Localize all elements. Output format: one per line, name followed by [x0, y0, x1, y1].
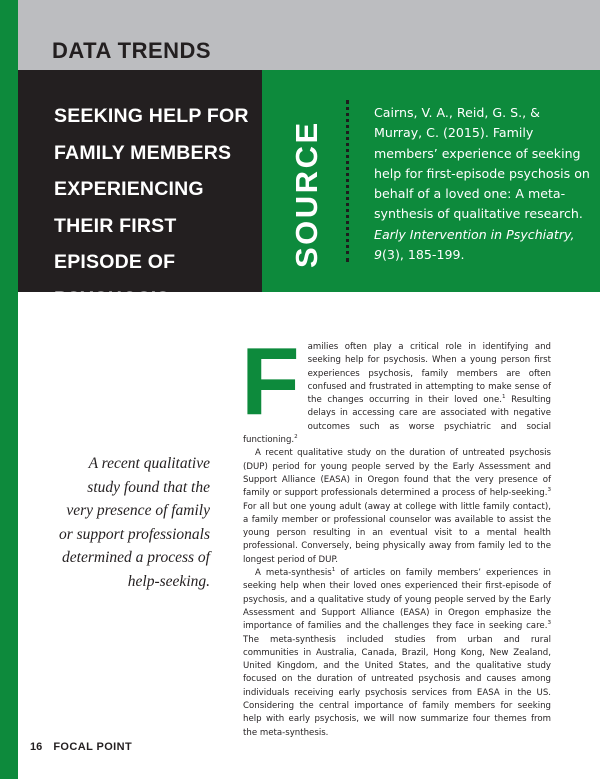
title-block	[18, 70, 262, 310]
left-accent-bar	[0, 0, 18, 779]
citation-text: Cairns, V. A., Reid, G. S., & Murray, C. (2015). Family members’ experience of seeking help for first-episode psychosis on behalf of a loved one: A meta-synthesis of qualitative research.	[374, 105, 590, 222]
paragraph-3	[243, 567, 551, 740]
source-citation	[374, 103, 592, 265]
p1-text-2: Resulting delays in accessing care are associated with negative outcomes such as worse psychiatric and social functioning.	[243, 395, 551, 446]
pull-quote: A recent qualitative study found that the very presence of family or support professionals determined a process of help-seeking.	[58, 455, 210, 590]
footnote-ref: 3	[547, 487, 551, 494]
publication-name: FOCAL POINT	[53, 741, 133, 753]
footnote-ref: 1	[331, 567, 336, 574]
footnote-ref: 2	[294, 434, 298, 441]
section-header: DATA TRENDS	[52, 38, 212, 63]
citation-journal: Early Intervention in Psychiatry, 9	[374, 226, 575, 263]
p3-text-1: A meta-synthesis	[255, 568, 332, 579]
footnote-ref: 3	[547, 620, 551, 627]
citation-pages: (3), 185-199.	[382, 247, 465, 263]
drop-cap: F	[241, 328, 300, 435]
footnote-ref: 1	[501, 394, 506, 401]
p2-text-2: For all but one young adult (away at college with little family contact), a family member or professional counselor was available to assist the young person resulting in an eventual visit to a mental health professional. Conversely, being physically away from family led to the longest period of DUP.	[243, 501, 551, 565]
p3-text-2: of articles on family members’ experiences in seeking help when their loved ones experienced their first-episode of psychosis, and a qualitative study of young people served by the Early Assessment and Support Alliance (EASA) in Oregon emphasize the importance of families and the challenges they face in seeking care.	[243, 568, 551, 632]
article-title: SEEKING HELP FOR FAMILY MEMBERS EXPERIENCING THEIR FIRST EPISODE OF PSYCHOSIS	[54, 105, 249, 310]
page-footer	[30, 741, 132, 753]
p3-text-3: The meta-synthesis included studies from urban and rural communities in Australia, Canada, Brazil, Hong Kong, New Zealand, United Kingdom, and the United States, and the qualitative study focused on the duration of untreated psychosis and causes among individuals receiving early psychosis services from EASA in the US. Considering the central importance of family members for seeking help with early psychosis, we will now summarize four themes from the meta-synthesis.	[243, 634, 551, 738]
paragraph-1	[241, 328, 551, 447]
page-number: 16	[30, 741, 43, 753]
article-body	[241, 328, 551, 740]
source-divider	[346, 100, 349, 262]
p2-text: A recent qualitative study on the duration of untreated psychosis (DUP) period for young people served by the Early Assessment and Support Alliance (EASA) in Oregon found that the very presence of family or support professionals determined a process of help-seeking.	[243, 448, 551, 499]
paragraph-2	[243, 447, 551, 567]
p1-text: amilies often play a critical role in identifying and seeking help for psychosis. When a young person first experiences psychosis, family members are often confused and frustrated in attempting to make sense of the changes occurring in their loved one.	[307, 342, 551, 406]
source-label: SOURCE	[289, 120, 324, 268]
